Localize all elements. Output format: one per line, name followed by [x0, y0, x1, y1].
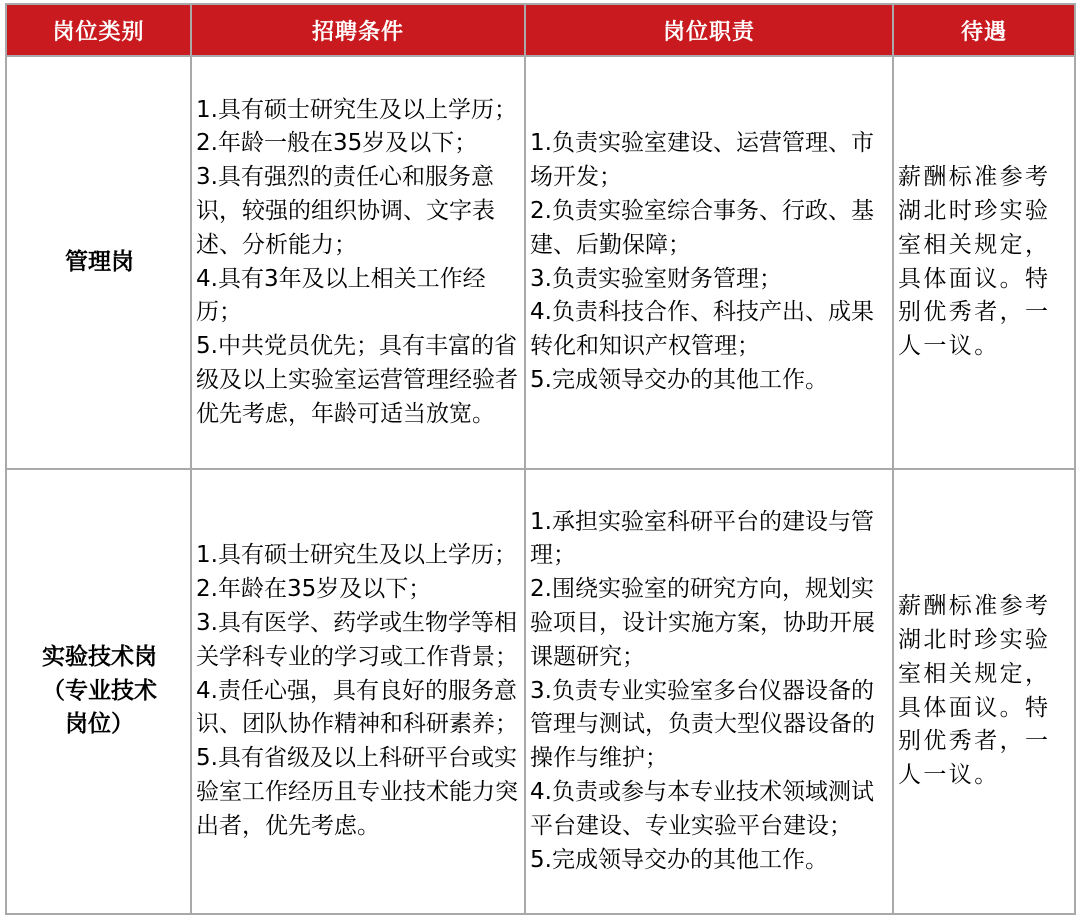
header-duties: 岗位职责	[525, 4, 893, 56]
requirement-item: 1.具有硕士研究生及以上学历；	[196, 96, 517, 123]
treatment-cell	[893, 56, 1075, 469]
requirement-item: 3.具有医学、药学或生物学等相关学科专业的学习或工作背景；	[196, 610, 518, 670]
header-treatment: 待遇	[893, 4, 1075, 56]
header-requirements: 招聘条件	[191, 4, 525, 56]
category-cell	[6, 469, 191, 914]
requirement-item: 2.年龄在35岁及以下；	[196, 576, 432, 603]
category-label-line: （专业技术	[42, 677, 157, 704]
treatment-text: 薪酬标准参考湖北时珍实验室相关规定，具体面议。特别优秀者，一人一议。	[898, 164, 1051, 360]
duty-item: 2.负责实验室综合事务、行政、基建、后勤保障；	[530, 197, 874, 258]
treatment-text: 薪酬标准参考湖北时珍实验室相关规定，具体面议。特别优秀者，一人一议。	[898, 593, 1051, 789]
duties-cell	[525, 56, 893, 469]
requirement-item: 5.具有省级及以上科研平台或实验室工作经历且专业技术能力突出者，优先考虑。	[196, 745, 518, 839]
duty-item: 3.负责专业实验室多台仪器设备的管理与测试，负责大型仪器设备的操作与维护；	[530, 677, 875, 772]
header-row	[6, 4, 1075, 56]
requirement-item: 1.具有硕士研究生及以上学历；	[196, 542, 517, 569]
table-row-lab-tech	[6, 469, 1075, 914]
category-label-line: 实验技术岗	[42, 643, 157, 670]
duty-item: 1.承担实验室科研平台的建设与管理；	[530, 508, 874, 569]
duty-item: 4.负责或参与本专业技术领域测试平台建设、专业实验平台建设；	[530, 778, 874, 839]
header-category: 岗位类别	[6, 4, 191, 56]
requirement-item: 2.年龄一般在35岁及以下；	[196, 130, 478, 157]
requirement-item: 4.具有3年及以上相关工作经历；	[196, 265, 486, 326]
requirements-cell	[191, 56, 525, 469]
duty-item: 5.完成领导交办的其他工作。	[530, 366, 828, 393]
duty-item: 4.负责科技合作、科技产出、成果转化和知识产权管理；	[530, 299, 874, 360]
duty-item: 5.完成领导交办的其他工作。	[530, 846, 828, 873]
duties-cell	[525, 469, 893, 914]
recruitment-table	[5, 3, 1076, 915]
treatment-cell	[893, 469, 1075, 914]
duty-item: 3.负责实验室财务管理；	[530, 265, 782, 292]
category-label-line: 岗位）	[65, 711, 134, 738]
requirements-cell	[191, 469, 525, 914]
requirement-item: 5.中共党员优先；具有丰富的省级及以上实验室运营管理经验者优先考虑，年龄可适当放宽。	[196, 333, 518, 427]
category-cell	[6, 56, 191, 469]
table-row-management	[6, 56, 1075, 469]
requirement-item: 3.具有强烈的责任心和服务意识，较强的组织协调、文字表述、分析能力；	[196, 164, 495, 258]
category-label: 管理岗	[65, 248, 134, 275]
duty-item: 1.负责实验室建设、运营管理、市场开发；	[530, 130, 874, 191]
requirement-item: 4.责任心强，具有良好的服务意识、团队协作精神和科研素养；	[196, 677, 518, 738]
duty-item: 2.围绕实验室的研究方向，规划实验项目，设计实施方案，协助开展课题研究；	[530, 576, 875, 670]
